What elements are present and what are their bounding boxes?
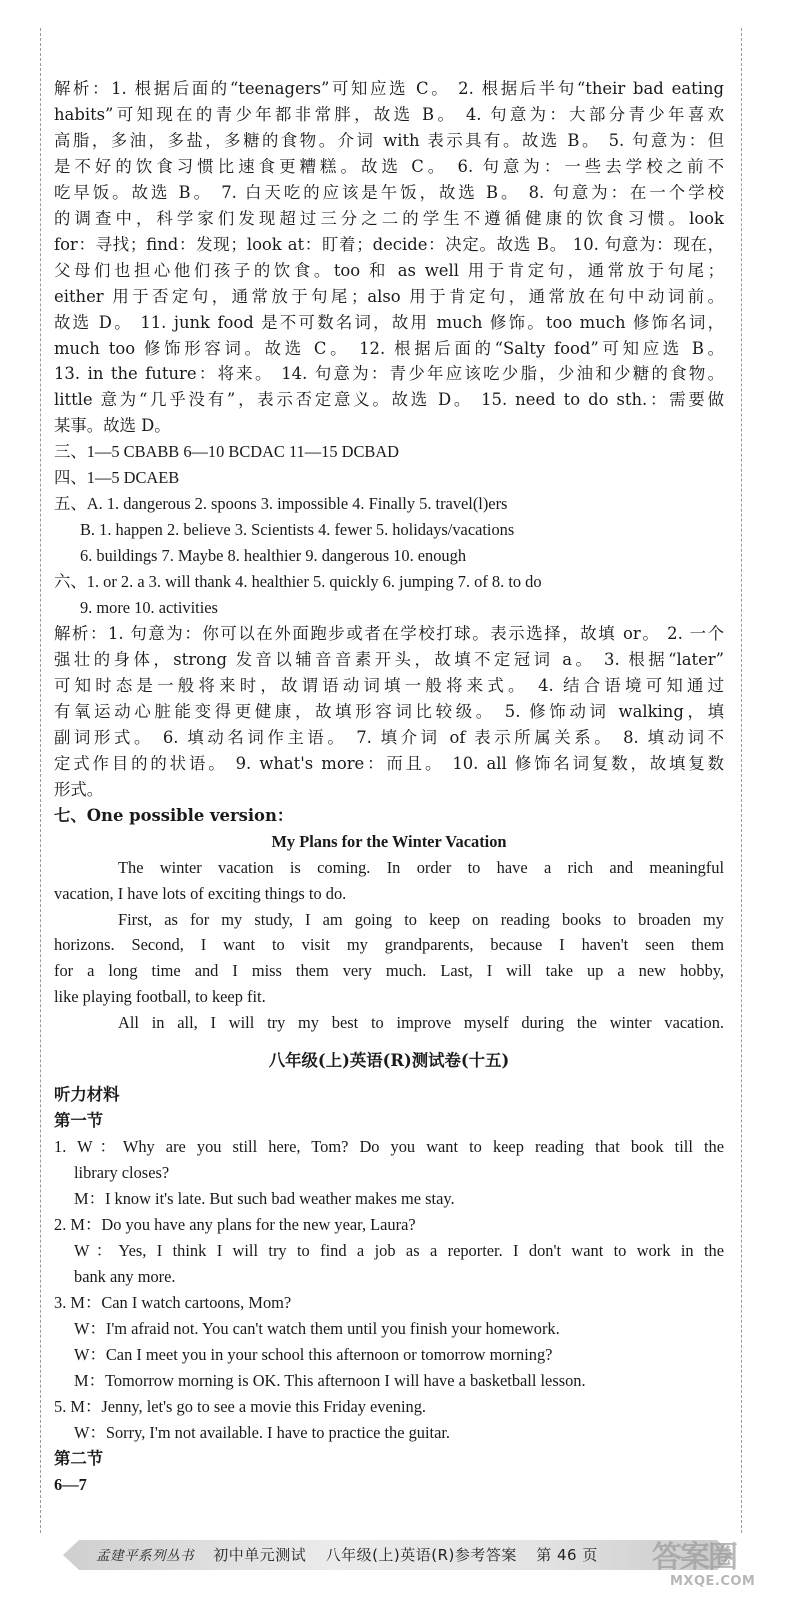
footer-series: 孟建平系列丛书 bbox=[96, 1548, 194, 1564]
answer-section-5a: 五、A. 1. dangerous 2. spoons 3. impossible 4. Finally 5. travel(l)ers bbox=[54, 494, 508, 514]
left-margin-line bbox=[40, 28, 41, 1533]
analysis-line: much too 修饰形容词。故选 C。 12. 根据后面的“Salty food”可知应选 B。 bbox=[54, 338, 724, 358]
watermark-text: 答案圈 bbox=[652, 1540, 736, 1575]
writing-block bbox=[54, 803, 724, 1037]
analysis-line: 解析：1. 根据后面的“teenagers”可知应选 C。 2. 根据后半句“their bad eating bbox=[54, 79, 724, 98]
analysis-line: 形式。 bbox=[54, 779, 104, 799]
analysis-line: 是不好的饮食习惯比速食更糟糕。故选 C。 6. 句意为：一些去学校之前不 bbox=[54, 156, 724, 176]
essay-title: My Plans for the Winter Vacation bbox=[271, 831, 507, 851]
footer-subject: 八年级(上)英语(R)参考答案 bbox=[325, 1546, 517, 1564]
analysis-block-1 bbox=[54, 76, 724, 439]
essay-line: vacation, I have lots of exciting things to do. bbox=[54, 883, 347, 903]
answer-key-block bbox=[54, 439, 724, 621]
next-items: 6—7 bbox=[54, 1474, 87, 1494]
analysis-line: 可知时态是一般将来时，故谓语动词填一般将来式。 4. 结合语境可知通过 bbox=[54, 675, 724, 695]
answer-section-5c: 6. buildings 7. Maybe 8. healthier 9. dangerous 10. enough bbox=[80, 546, 467, 566]
dialogue-line: 1. W：Why are you still here, Tom? Do you want to keep reading that book till the bbox=[54, 1137, 724, 1157]
test15-block bbox=[54, 1048, 724, 1497]
analysis-line: little 意为“几乎没有”，表示否定意义。故选 D。 15. need to do sth.：需要做 bbox=[54, 390, 724, 410]
analysis-line: habits”可知现在的青少年都非常胖，故选 B。 4. 句意为：大部分青少年喜欢 bbox=[54, 104, 724, 124]
dialogue-line: W：I'm afraid not. You can't watch them until you finish your homework. bbox=[74, 1318, 560, 1338]
section-title: 八年级(上)英语(R)测试卷(十五) bbox=[268, 1051, 510, 1071]
analysis-line: 副词形式。 6. 填动名词作主语。 7. 填介词 of 表示所属关系。 8. 填动词不 bbox=[54, 727, 724, 747]
dialogue-line: W：Yes, I think I will try to find a job as a reporter. I don't want to work in the bbox=[74, 1240, 724, 1260]
analysis-line: 的调查中，科学家们发现超过三分之二的学生不遵循健康的饮食习惯。look bbox=[54, 208, 724, 228]
dialogue-line: M：Tomorrow morning is OK. This afternoon I will have a basketball lesson. bbox=[74, 1370, 586, 1390]
part-heading: 第二节 bbox=[54, 1448, 104, 1468]
dialogue-line: 5. M：Jenny, let's go to see a movie this Friday evening. bbox=[54, 1396, 426, 1416]
analysis-line: 故选 D。 11. junk food 是不可数名词，故用 much 修饰。too much 修饰名词， bbox=[54, 312, 724, 332]
essay-line: for a long time and I miss them very much. Last, I will take up a new hobby, bbox=[54, 961, 724, 981]
part-heading: 第一节 bbox=[54, 1111, 104, 1131]
analysis-line: 高脂，多油，多盐，多糖的食物。介词 with 表示具有。故选 B。 5. 句意为：但 bbox=[54, 130, 724, 150]
dialogue-line: M：I know it's late. But such bad weather makes me stay. bbox=[74, 1189, 455, 1209]
dialogue-line: library closes? bbox=[74, 1163, 170, 1183]
right-margin-line bbox=[741, 28, 742, 1533]
dialogue-line: W：Can I meet you in your school this afternoon or tomorrow morning? bbox=[74, 1344, 553, 1364]
essay-line: First, as for my study, I am going to keep on reading books to broaden my bbox=[118, 909, 724, 929]
analysis-block-2 bbox=[54, 621, 724, 803]
analysis-line: 解析：1. 句意为：你可以在外面跑步或者在学校打球。表示选择，故填 or。 2. 一个 bbox=[54, 624, 724, 644]
answer-section-6b: 9. more 10. activities bbox=[80, 598, 218, 618]
analysis-line: 强壮的身体，strong 发音以辅音音素开头，故填不定冠词 a。 3. 根据“later” bbox=[54, 649, 724, 669]
analysis-line: 定式作目的的状语。 9. what's more：而且。 10. all 修饰名词复数，故填复数 bbox=[54, 753, 724, 773]
essay-line: like playing football, to keep fit. bbox=[54, 987, 266, 1007]
analysis-line: 13. in the future：将来。 14. 句意为：青少年应该吃少脂，少油和少糖的食物。 bbox=[54, 364, 724, 384]
essay-line: horizons. Second, I want to visit my grandparents, because I haven't seen them bbox=[54, 935, 724, 955]
answer-section-5b: B. 1. happen 2. believe 3. Scientists 4. fewer 5. holidays/vacations bbox=[80, 520, 515, 540]
answer-page-content bbox=[54, 76, 724, 1497]
writing-label: 七、One possible version： bbox=[54, 805, 294, 825]
answer-section-6a: 六、1. or 2. a 3. will thank 4. healthier 5. quickly 6. jumping 7. of 8. to do bbox=[54, 572, 542, 592]
analysis-line: either 用于否定句，通常放于句尾；also 用于肯定句，通常放在句中动词前。 bbox=[54, 286, 724, 306]
watermark-url: MXQE.COM bbox=[670, 1574, 756, 1589]
listening-heading: 听力材料 bbox=[54, 1085, 120, 1105]
footer-text bbox=[96, 1544, 716, 1565]
dialogue-line: W：Sorry, I'm not available. I have to practice the guitar. bbox=[74, 1422, 451, 1442]
answer-section-3: 三、1—5 CBABB 6—10 BCDAC 11—15 DCBAD bbox=[54, 442, 400, 462]
analysis-line: 有氧运动心脏能变得更健康，故填形容词比较级。 5. 修饰动词 walking，填 bbox=[54, 701, 724, 721]
footer-book: 初中单元测试 bbox=[213, 1546, 307, 1564]
essay-line: The winter vacation is coming. In order to have a rich and meaningful bbox=[118, 857, 724, 877]
essay-line: All in all, I will try my best to improve myself during the winter vacation. bbox=[118, 1013, 724, 1033]
answer-section-4: 四、1—5 DCAEB bbox=[54, 468, 180, 488]
dialogue-line: 2. M：Do you have any plans for the new year, Laura? bbox=[54, 1214, 416, 1234]
footer-page-number: 第 46 页 bbox=[536, 1546, 598, 1564]
dialogue-line: bank any more. bbox=[74, 1266, 176, 1286]
dialogue-line: 3. M：Can I watch cartoons, Mom? bbox=[54, 1292, 292, 1312]
analysis-line: 某事。故选 D。 bbox=[54, 416, 171, 436]
watermark-logo bbox=[640, 1532, 780, 1594]
analysis-line: 吃早饭。故选 B。 7. 白天吃的应该是午饭，故选 B。 8. 句意为：在一个学校 bbox=[54, 182, 724, 202]
analysis-line: 父母们也担心他们孩子的饮食。too 和 as well 用于肯定句，通常放于句尾； bbox=[54, 260, 724, 280]
analysis-line: for：寻找；find：发现；look at：盯着；decide：决定。故选 B。 10. 句意为：现在， bbox=[54, 234, 724, 254]
